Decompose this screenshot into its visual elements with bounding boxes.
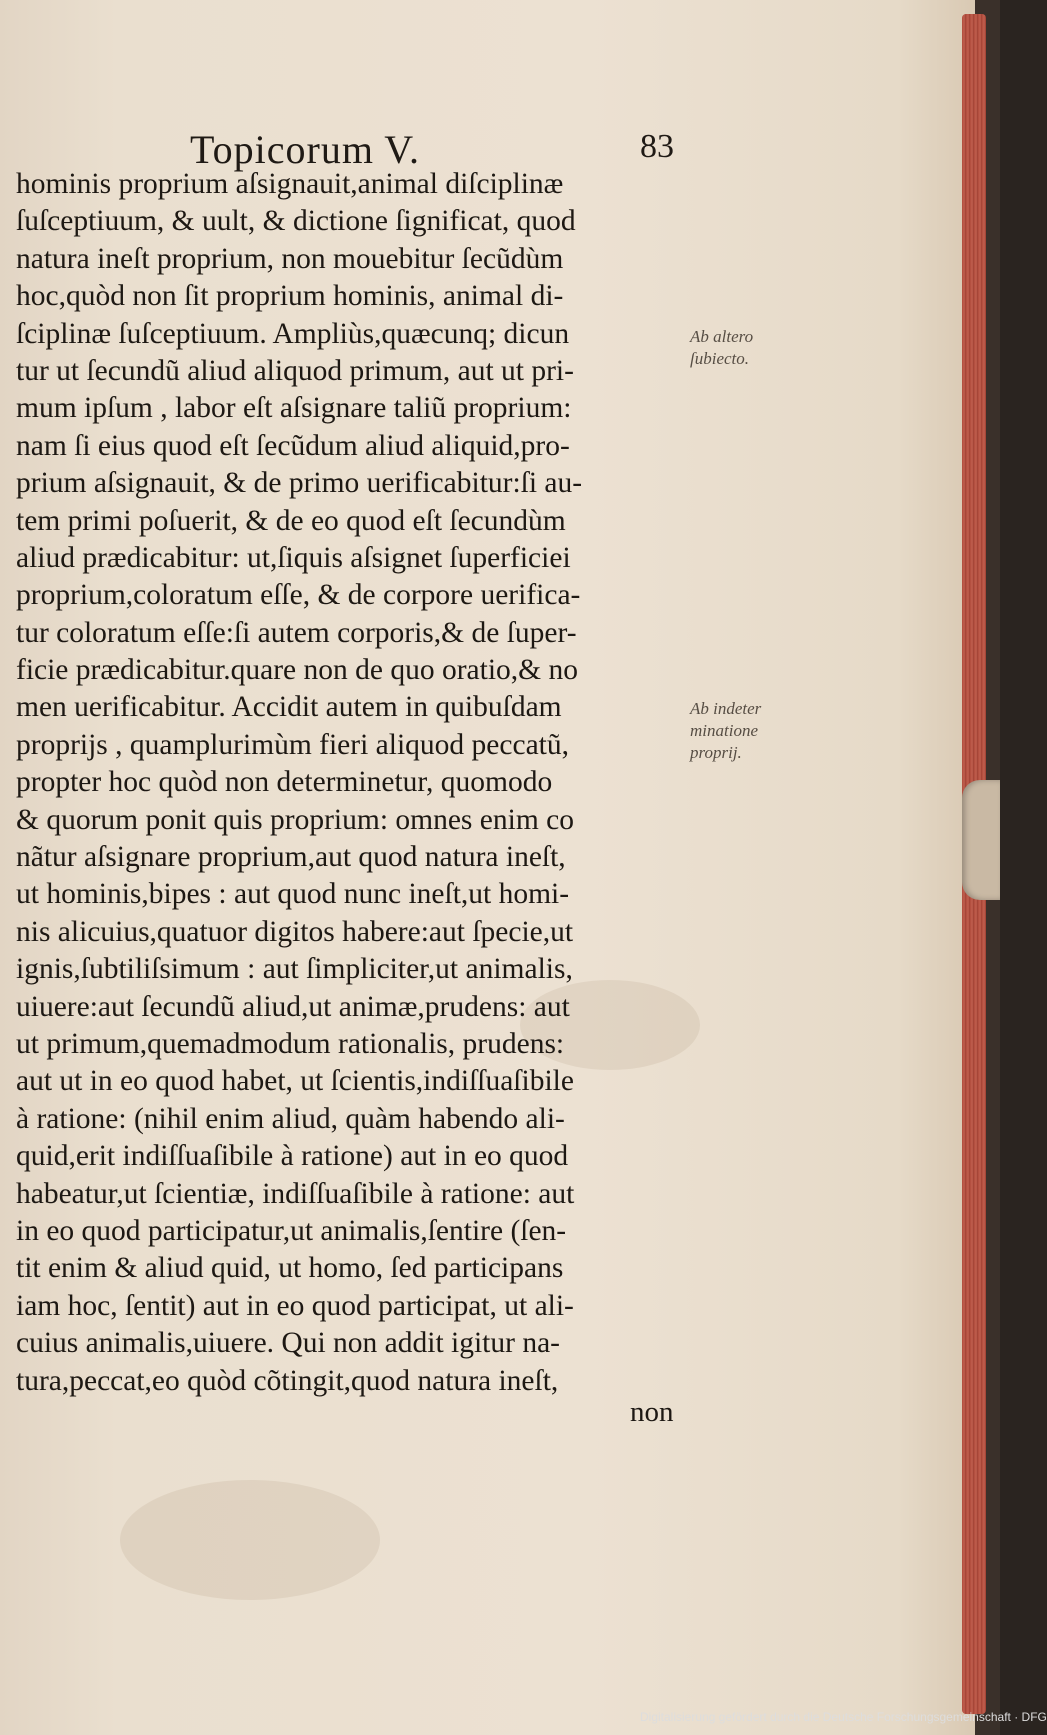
text-line: tem primi poſuerit, & de eo quod eſt ſecundùm xyxy=(16,504,566,537)
text-line: nam ſi eius quod eſt ſecũdum aliud aliquid,pro- xyxy=(16,429,570,462)
text-line: natura ineſt proprium, non mouebitur ſecũdùm xyxy=(16,242,564,275)
margin-note xyxy=(690,326,753,370)
text-line: tur coloratum eſſe:ſi autem corporis,& de ſuper- xyxy=(16,616,577,649)
margin-note-line: Ab indeter xyxy=(690,699,762,718)
text-line: hominis proprium aſsignauit,animal diſciplinæ xyxy=(16,168,564,200)
text-line: nis alicuius,quatuor digitos habere:aut ſpecie,ut xyxy=(16,915,574,948)
text-line: & quorum ponit quis proprium: omnes enim co xyxy=(16,803,574,836)
margin-note-line: ſubiecto. xyxy=(690,349,750,368)
text-line: prium aſsignauit, & de primo uerificabitur:ſi au- xyxy=(16,467,583,500)
text-line: tura,peccat,eo quòd cõtingit,quod natura ineſt, xyxy=(16,1364,559,1397)
text-line: mum ipſum , labor eſt aſsignare taliũ proprium: xyxy=(16,392,572,425)
text-line: tur ut ſecundũ aliud aliquod primum, aut ut pri- xyxy=(16,354,574,387)
margin-note-line: minatione xyxy=(690,721,758,740)
text-line: propter hoc quòd non determinetur, quomodo xyxy=(16,766,553,799)
text-line: proprijs , quamplurimùm fieri aliquod peccatũ, xyxy=(16,728,569,761)
margin-note-line: proprij. xyxy=(690,743,742,762)
running-title: Topicorum V. xyxy=(190,127,420,172)
text-line: habeatur,ut ſcientiæ, indiſſuaſibile à ratione: aut xyxy=(16,1177,575,1210)
text-line: quid,erit indiſſuaſibile à ratione) aut in eo quod xyxy=(16,1140,569,1173)
margin-note-line: Ab altero xyxy=(690,327,754,346)
text-line: ut hominis,bipes : aut quod nunc ineſt,ut homi- xyxy=(16,878,570,911)
text-line: aut ut in eo quod habet, ut ſcientis,indiſſuaſibile xyxy=(16,1065,574,1098)
book-clasp xyxy=(962,780,1000,900)
text-line: uiuere:aut ſecundũ aliud,ut animæ,prudens: aut xyxy=(16,990,570,1023)
text-line: tit enim & aliud quid, ut homo, ſed participans xyxy=(16,1252,564,1285)
text-line: aliud prædicabitur: ut,ſiquis aſsignet ſuperficiei xyxy=(16,541,571,574)
text-line: à ratione: (nihil enim aliud, quàm habendo ali- xyxy=(16,1102,565,1135)
margin-note xyxy=(690,698,761,764)
text-line: in eo quod participatur,ut animalis,ſentire (ſen- xyxy=(16,1214,567,1247)
text-line: ſciplinæ ſuſceptiuum. Ampliùs,quæcunq; dicun xyxy=(16,317,570,350)
text-line: ſuſceptiuum, & uult, & dictione ſignificat, quod xyxy=(16,205,576,238)
text-line: iam hoc, ſentit) aut in eo quod participat, ut ali- xyxy=(16,1289,574,1322)
catchword: non xyxy=(630,1396,674,1428)
text-line: hoc,quòd non ſit proprium hominis, animal di- xyxy=(16,280,564,313)
digitization-credit: Digitalisierung gefördert durch die Deutsche Forschungsgemeinschaft · DFG xyxy=(640,1710,1047,1724)
page-number: 83 xyxy=(640,128,674,165)
text-line: cuius animalis,uiuere. Qui non addit igitur na- xyxy=(16,1327,560,1360)
body-text xyxy=(16,166,696,1400)
text-line: ignis,ſubtiliſsimum : aut ſimpliciter,ut animalis, xyxy=(16,953,573,986)
text-line: ut primum,quemadmodum rationalis, prudens: xyxy=(16,1027,565,1060)
text-line: men uerificabitur. Accidit autem in quibuſdam xyxy=(16,691,562,724)
text-line: ficie prædicabitur.quare non de quo oratio,& no xyxy=(16,654,578,687)
paper-stain xyxy=(120,1480,380,1600)
text-line: proprium,coloratum eſſe, & de corpore uerifica- xyxy=(16,579,581,612)
text-line: nãtur aſsignare proprium,aut quod natura ineſt, xyxy=(16,841,566,874)
